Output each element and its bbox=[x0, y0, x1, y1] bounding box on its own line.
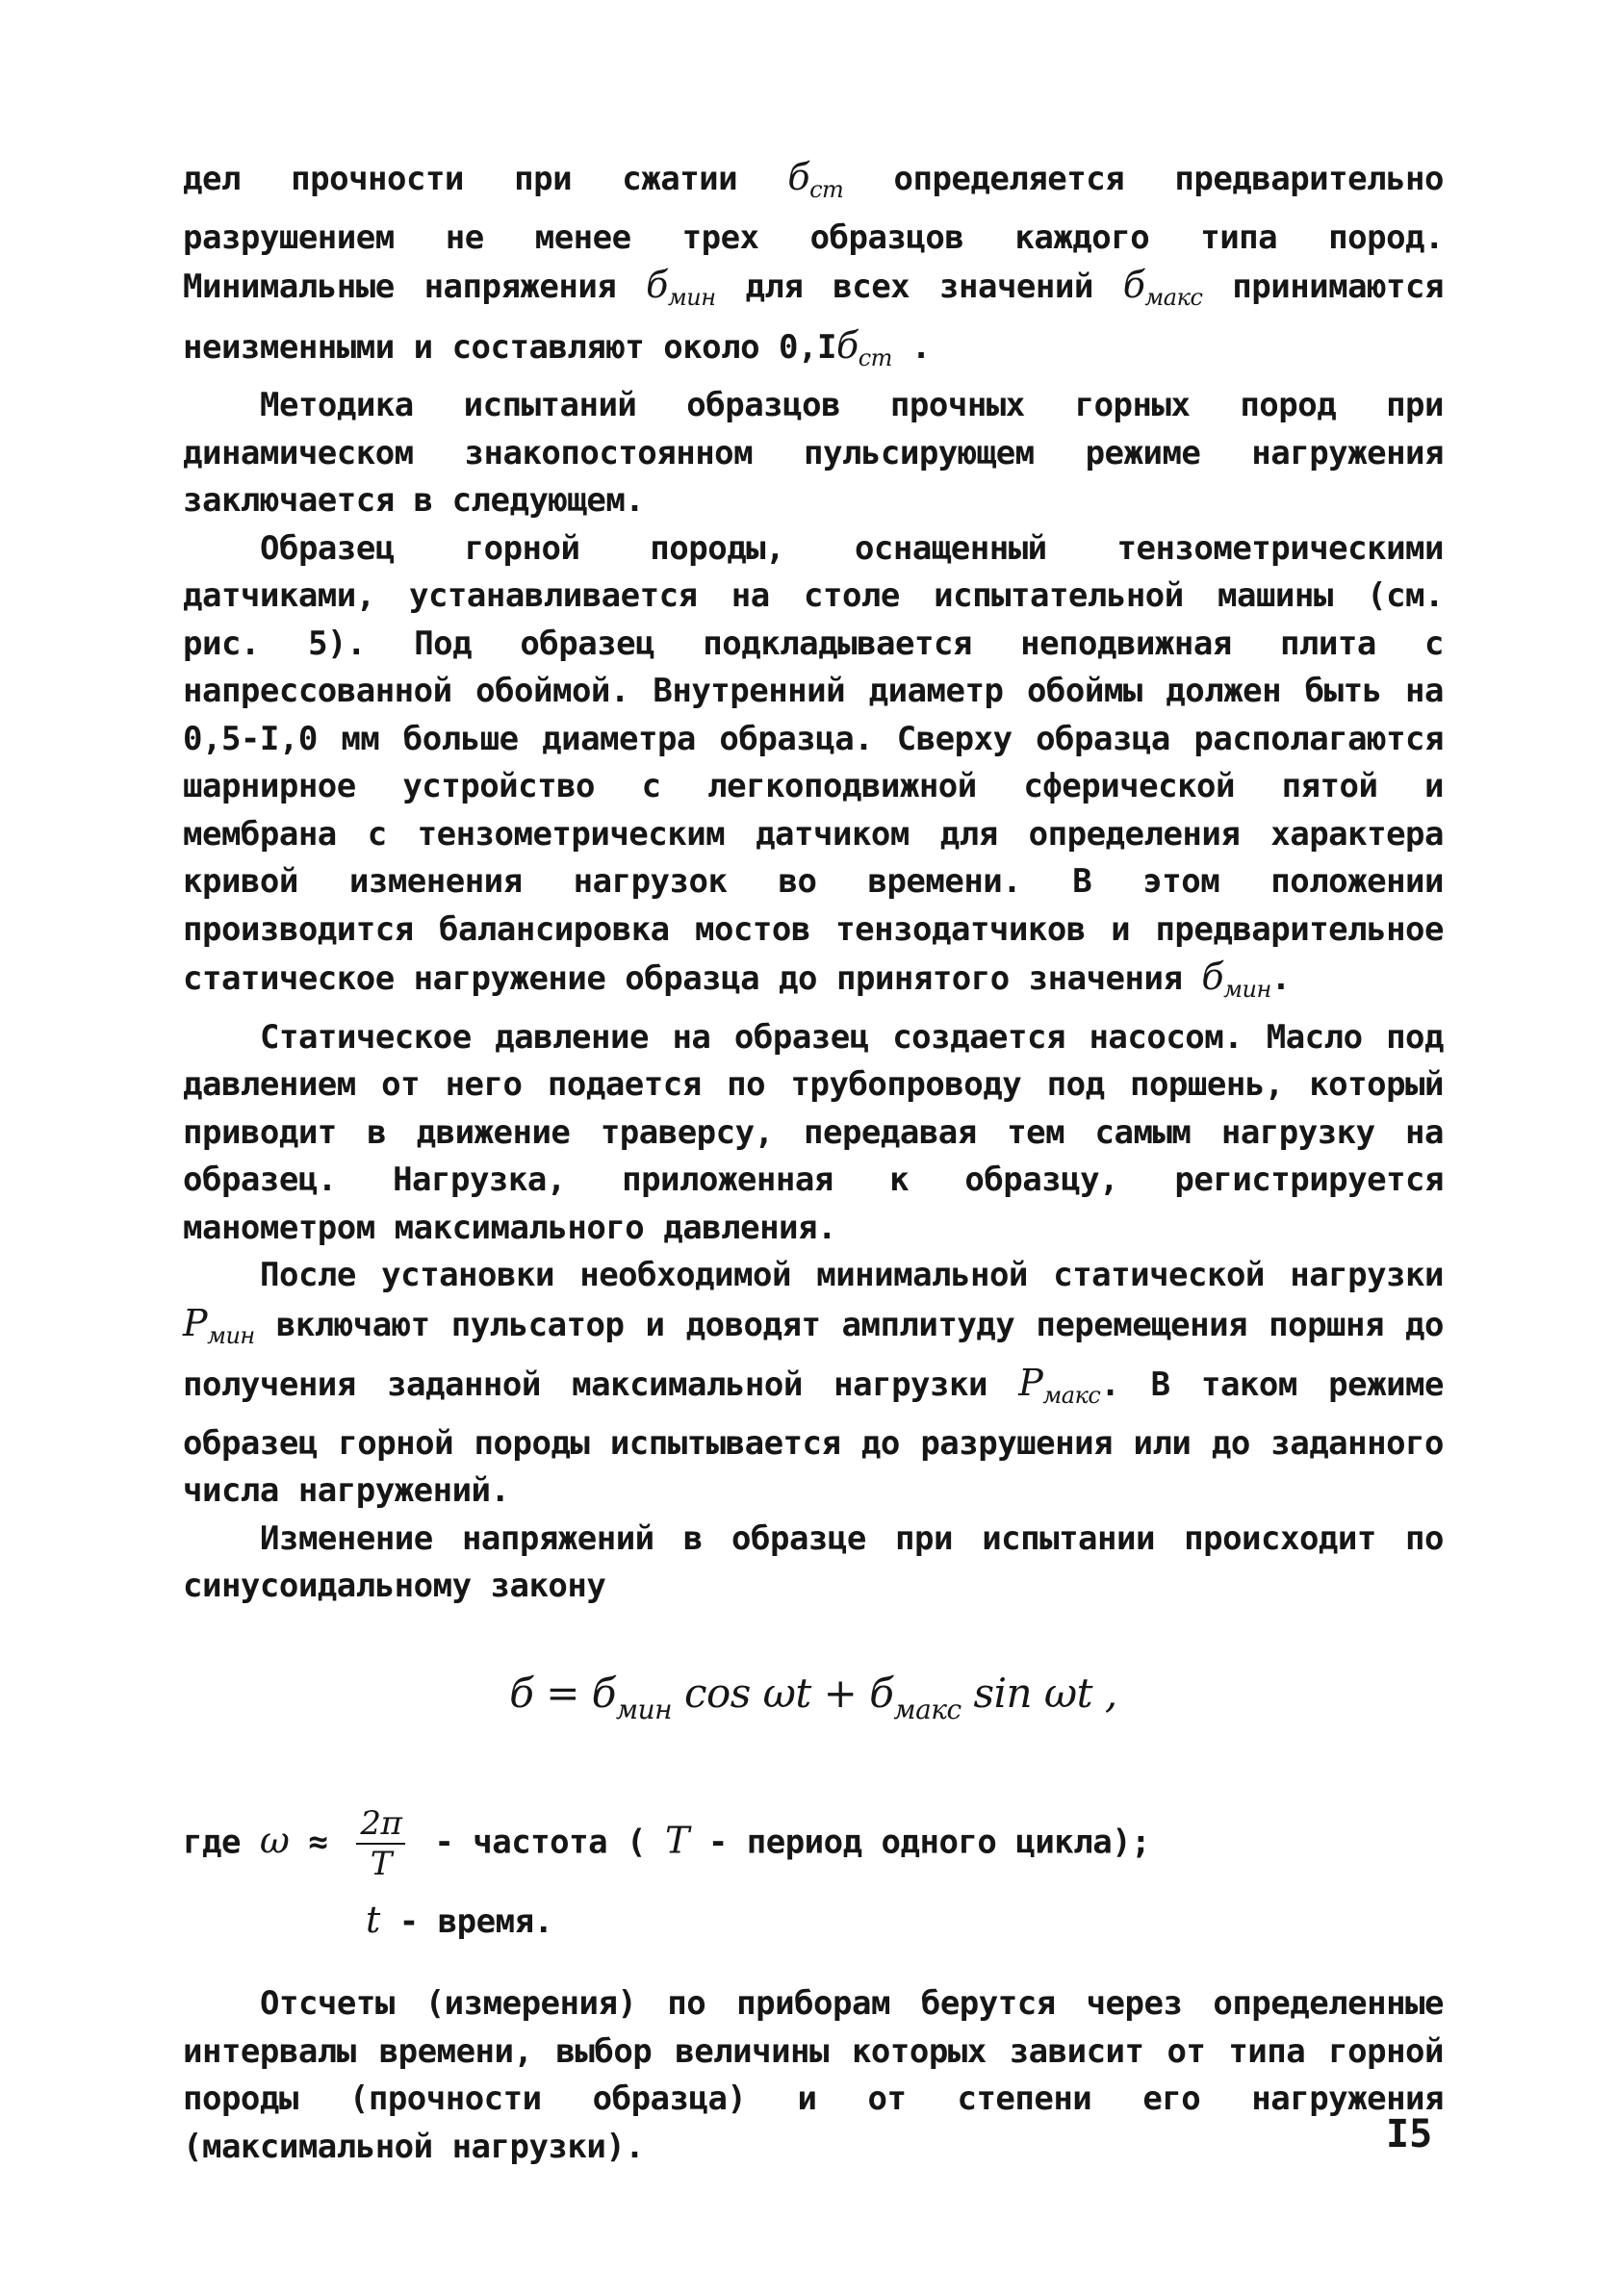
sigma-symbol: б bbox=[1201, 956, 1224, 998]
time-definition: t - время. bbox=[366, 1898, 553, 1941]
paragraph-1: дел прочности при сжатии $б_{ст}$ определяется предварительно разрушением не менее трех образцов каждого типа пород. Минимальные напряжения $б_{мин}$ для всех значений $б_{макс}$ принимаются неизменными и составляют около $0,Iб_{ст}$ . bbox=[183, 156, 1444, 371]
sigma-symbol: б bbox=[787, 156, 810, 198]
fraction-2pi-over-T: $\frac{2\pi}{T}$ bbox=[356, 1804, 405, 1883]
paragraph-2: Методика испытаний образцов прочных горных пород при динамическом знакопостоянном пульсирующем режиме нагружения заключается в следующем. bbox=[183, 386, 1444, 520]
p-symbol: P bbox=[183, 1301, 208, 1344]
subscript-min: мин bbox=[207, 1321, 255, 1349]
sinusoidal-formula: $б = б_{мин}$ $\cos \omega t + б_{макс}$ sin ωt , bbox=[509, 1669, 1117, 1725]
subscript-min: мин bbox=[1223, 976, 1271, 1003]
where-definition: где ω ≈ $\frac{2\pi}{T}$ - частота ( T - период одного цикла); bbox=[183, 1803, 1151, 1883]
subscript-max: макс bbox=[1042, 1382, 1101, 1409]
paragraph-3: Образец горной породы, оснащенный тензометрическими датчиками, устанавливается на столе испытательной машины (см. рис. 5). Под образец подкладывается неподвижная плита с напрессованной обоймой. Внутренний диаметр обоймы должен быть на 0,5-I,0 мм больше диаметра образца. Сверху образца располагаются шарнирное устройство с легкоподвижной сферической пятой и мембрана с тензометрическим датчиком для определения характера кривой изменения нагрузок во времени. В этом положении производится балансировка мостов тензодатчиков и предварительное статическое нагружение образца до принятого значения $б_{мин}$. bbox=[183, 528, 1444, 1003]
sigma-symbol: б bbox=[646, 264, 668, 306]
sigma-symbol: б bbox=[1122, 264, 1145, 306]
subscript-st: ст bbox=[809, 176, 844, 203]
p-symbol: P bbox=[1018, 1362, 1043, 1404]
paragraph-5: После установки необходимой минимальной статической нагрузки $P_{мин}$ включают пульсатор и доводят амплитуду перемещения поршня до получения заданной максимальной нагрузки $P_{макс}$. В таком режиме образец горной породы испытывается до разрушения или до заданного числа нагружений. bbox=[183, 1256, 1444, 1510]
body-text bbox=[183, 154, 1444, 2171]
subscript-min: мин bbox=[667, 284, 716, 311]
page-number: I5 bbox=[1386, 2112, 1433, 2156]
subscript-max: макс bbox=[1144, 284, 1203, 311]
paragraph-6: Изменение напряжений в образце при испытании происходит по синусоидальному закону bbox=[183, 1518, 1444, 1605]
subscript-st: ст bbox=[858, 344, 892, 371]
sigma-symbol: б bbox=[835, 323, 859, 367]
paragraph-7: Отсчеты (измерения) по приборам берутся через определенные интервалы времени, выбор величины которых зависит от типа горной породы (прочности образца) и от степени его нагружения (максимальной нагрузки). bbox=[183, 1984, 1444, 2166]
paragraph-4: Статическое давление на образец создается насосом. Масло под давлением от него подается по трубопроводу под поршень, который приводит в движение траверсу, передавая тем самым нагрузку на образец. Нагрузка, приложенная к образцу, регистрируется манометром максимального давления. bbox=[183, 1017, 1444, 1247]
